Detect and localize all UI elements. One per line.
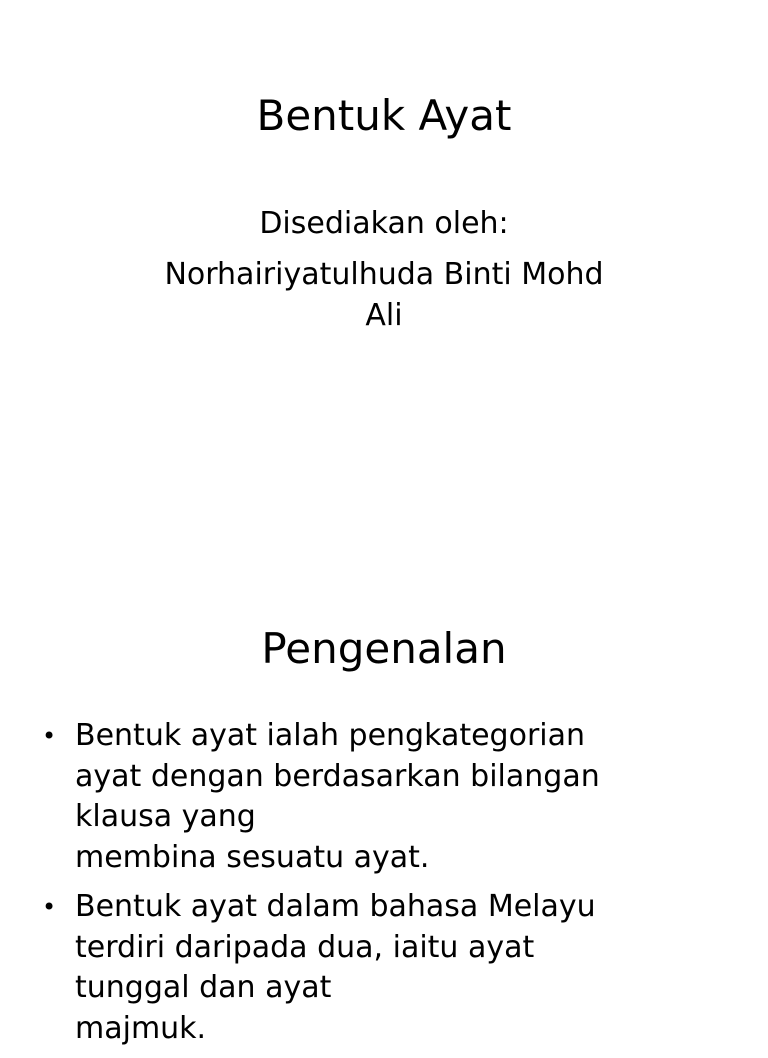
bullet-icon: • — [42, 893, 57, 921]
content-slide — [0, 576, 768, 1046]
slide-subtitle — [104, 204, 664, 336]
bullet-item — [0, 887, 768, 1049]
bullet-icon: • — [42, 722, 57, 750]
bullet-text: Bentuk ayat dalam bahasa Melayu terdiri daripada dua, iaitu ayat tunggal dan ayat majmuk. — [75, 889, 596, 1046]
slide-heading: Pengenalan — [261, 624, 507, 673]
bullet-text: Bentuk ayat ialah pengkategorian ayat dengan berdasarkan bilangan klausa yang membina sesuatu ayat. — [75, 718, 600, 875]
author-name: Norhairiyatulhuda Binti Mohd Ali — [164, 257, 604, 333]
bullet-item — [0, 716, 768, 878]
prepared-by-label: Disediakan oleh: — [259, 206, 509, 241]
slide-title: Bentuk Ayat — [256, 91, 512, 140]
bullet-list — [0, 716, 768, 1058]
